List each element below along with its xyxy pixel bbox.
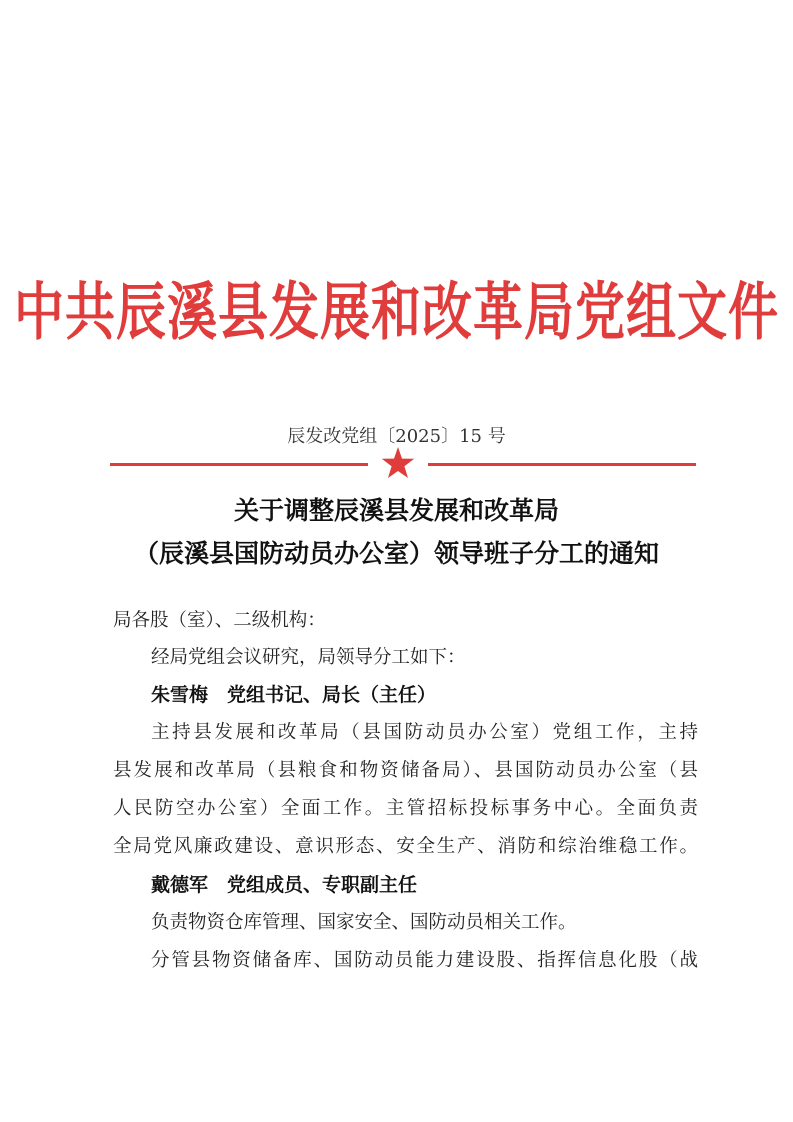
red-rule-right xyxy=(428,463,696,466)
leader-duty-line: 负责物资仓库管理、国家安全、国防动员相关工作。 xyxy=(151,912,577,933)
leader-duty-line: 全局党风廉政建设、意识形态、安全生产、消防和综治维稳工作。 xyxy=(113,836,698,857)
leader-duty-line: 县发展和改革局（县粮食和物资储备局）、县国防动员办公室（县 xyxy=(113,760,698,781)
document-number: 辰发改党组〔2025〕15 号 xyxy=(287,426,506,447)
leader-duty-line: 主持县发展和改革局（县国防动员办公室）党组工作，主持 xyxy=(151,722,698,743)
intro-paragraph: 经局党组会议研究，局领导分工如下： xyxy=(151,647,466,668)
leader-heading: 朱雪梅 党组书记、局长（主任） xyxy=(151,684,437,706)
leader-heading: 戴德军 党组成员、专职副主任 xyxy=(151,874,418,896)
masthead-title: 中共辰溪县发展和改革局党组文件 xyxy=(14,275,779,349)
leader-duty-line: 分管县物资储备库、国防动员能力建设股、指挥信息化股（战 xyxy=(151,950,698,971)
leader-duty-line: 人民防空办公室）全面工作。主管招标投标事务中心。全面负责 xyxy=(113,798,698,819)
notice-title-line-2: （辰溪县国防动员办公室）领导班子分工的通知 xyxy=(133,539,659,568)
red-star-icon xyxy=(381,446,415,480)
red-rule-left xyxy=(110,463,368,466)
notice-title-line-1: 关于调整辰溪县发展和改革局 xyxy=(233,496,559,525)
addressee: 局各股（室）、二级机构： xyxy=(113,610,326,631)
